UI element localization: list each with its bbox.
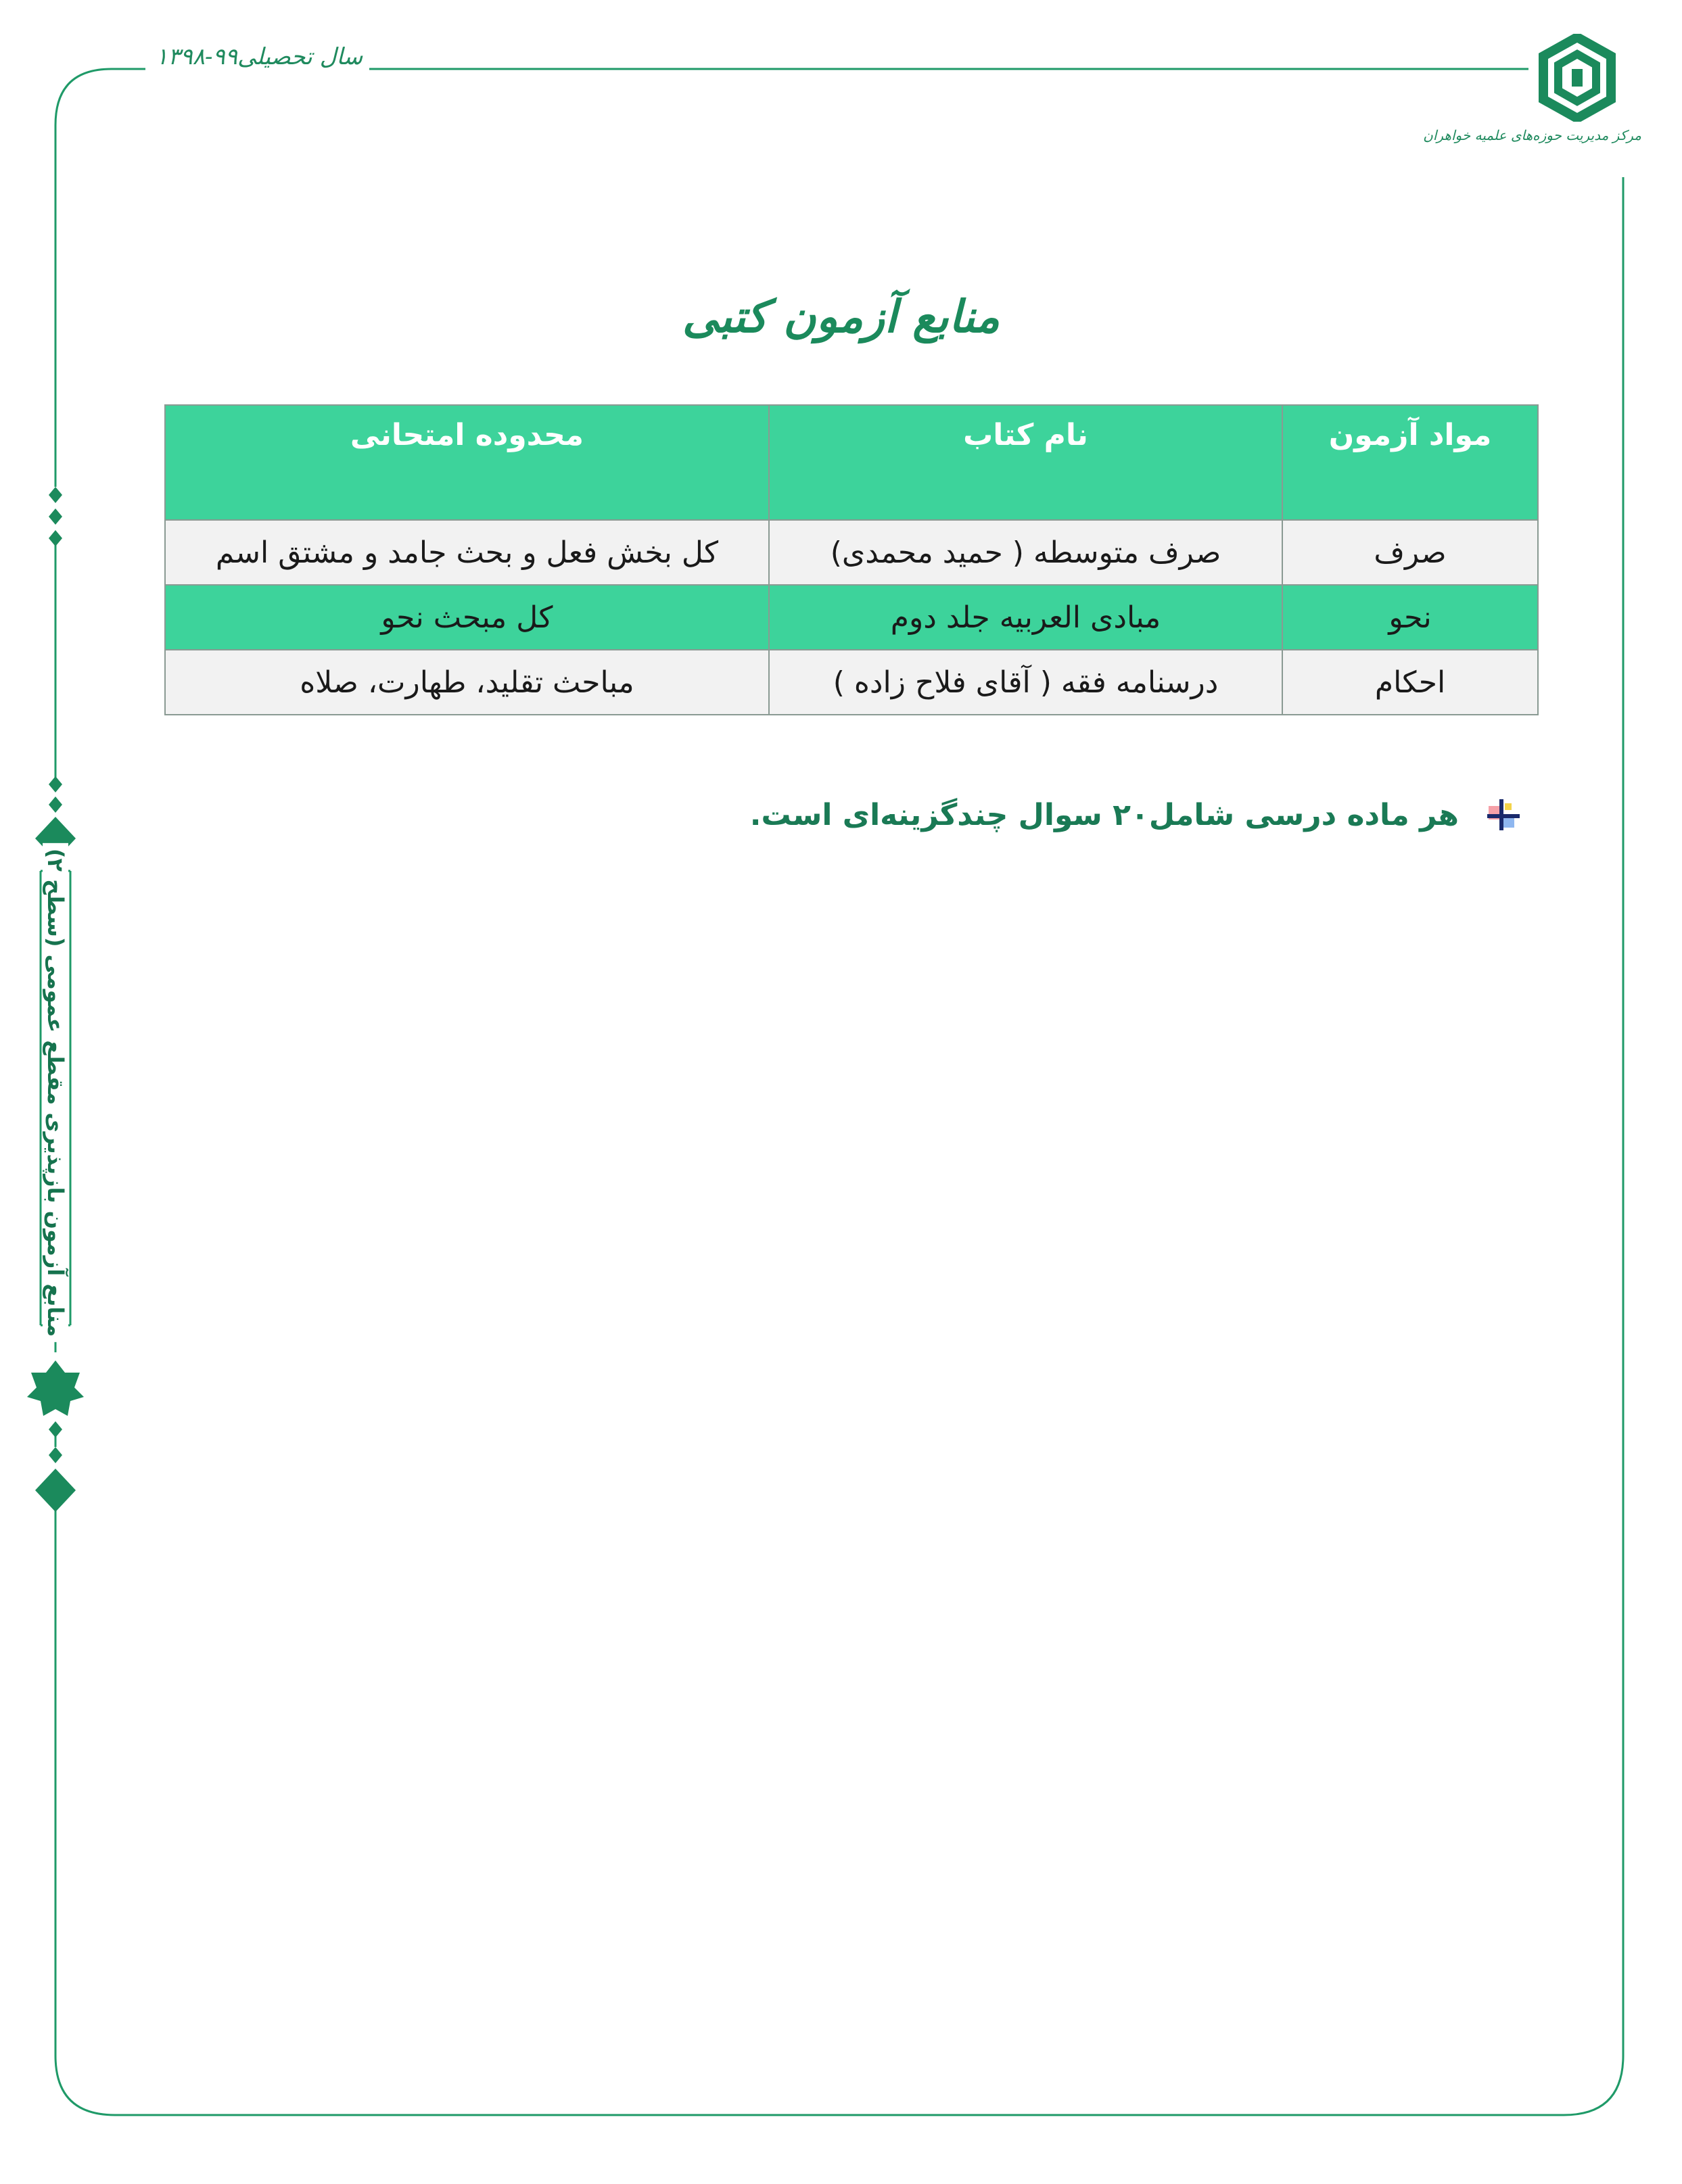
diamond-ornament-icon (49, 487, 62, 546)
cell-subject: احکام (1282, 650, 1538, 715)
star-ornament-icon (27, 1360, 84, 1512)
header-book-name: نام کتاب (769, 405, 1282, 520)
cell-exam-scope: کل بخش فعل و بحث جامد و مشتق اسم (165, 520, 769, 585)
cell-subject: صرف (1282, 520, 1538, 585)
logo-emblem-icon (1537, 34, 1618, 122)
cell-exam-scope: کل مبحث نحو (165, 585, 769, 650)
institution-logo (1423, 34, 1641, 143)
academic-year-label: سال تحصیلی۹۹-۱۳۹۸ (149, 43, 369, 70)
header-exam-scope: محدوده امتحانی (165, 405, 769, 520)
cell-exam-scope: مباحث تقلید، طهارت، صلاه (165, 650, 769, 715)
page-title: منابع آزمون کتبی (682, 291, 1000, 343)
cell-subject: نحو (1282, 585, 1538, 650)
cell-book-name: درسنامه فقه ( آقای فلاح زاده ) (769, 650, 1282, 715)
logo-caption: مرکز مدیریت حوزه‌های علمیه خواهران (1423, 127, 1641, 143)
cell-book-name: صرف متوسطه ( حمید محمدی) (769, 520, 1282, 585)
table-header-row (165, 405, 1538, 520)
exam-sources-table (164, 404, 1539, 715)
side-title: منابع آزمون بازپذیری مقطع عمومی (سطح ۲) (43, 843, 68, 1342)
header-subject: مواد آزمون (1282, 405, 1538, 520)
table-row (165, 650, 1538, 715)
table-row (165, 520, 1538, 585)
exam-note: هر ماده درسی شامل۲۰ سوال چندگزینه‌ای است. (749, 798, 1459, 832)
bullet-cross-icon (1485, 797, 1522, 834)
table-row (165, 585, 1538, 650)
cell-book-name: مبادی العربیه جلد دوم (769, 585, 1282, 650)
